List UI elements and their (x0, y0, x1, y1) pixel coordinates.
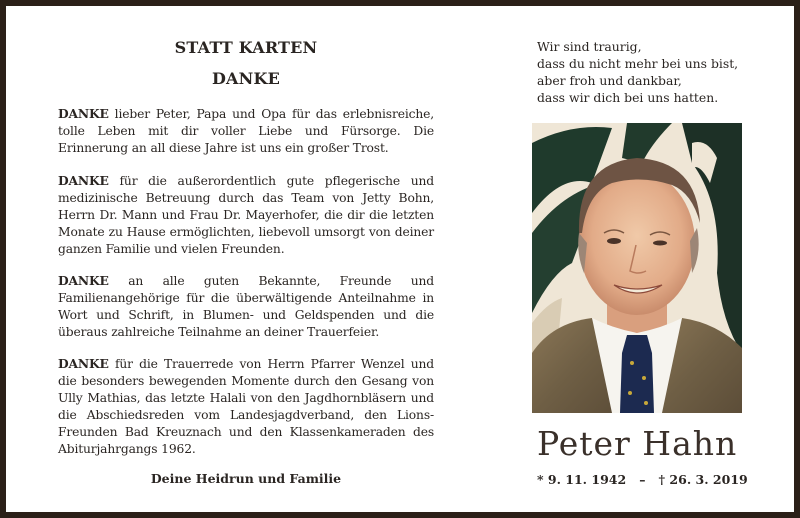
paragraph-lead: DANKE (58, 173, 109, 188)
obituary-card (6, 6, 794, 512)
thanks-paragraph (58, 172, 434, 258)
memorial-column (529, 6, 794, 512)
portrait-photo (532, 123, 742, 413)
poem-line: dass du nicht mehr bei uns bist, (537, 56, 739, 71)
heading-statt-karten: STATT KARTEN (174, 38, 318, 57)
poem (537, 38, 787, 106)
deceased-name: Peter Hahn (537, 424, 738, 463)
thanks-paragraph (58, 272, 434, 341)
portrait-illustration (532, 123, 742, 413)
paragraph-text: für die Trauerrede von Herrn Pfarrer Wenzel und die besonders bewegenden Momente durch den Gesang von Ully Mathias, das letzte Halali von den Jagdhornbläsern und die Abschiedsreden vom Landesjagdverband, den Lions-Freunden Bad Kreuznach und den Klassenkameraden des Abiturjahrgangs 1962. (58, 357, 434, 456)
paragraph-text: für die außerordentlich gute pflegerische und medizinische Betreuung durch das Team von Jetty Bohn, Herrn Dr. Mann und Frau Dr. Mayerhofer, die dir die letzten Monate zu Hause ermöglichten, liebevoll umsorgt von deiner ganzen Familie und vielen Freunden. (58, 174, 434, 256)
thank-you-column (58, 6, 434, 512)
paragraph-text: lieber Peter, Papa und Opa für das erlebnisreiche, tolle Leben mit dir voller Liebe und Fürsorge. Die Erinnerung an all diese Jahre ist uns ein großer Trost. (58, 107, 434, 155)
paragraph-lead: DANKE (58, 106, 109, 121)
paragraph-lead: DANKE (58, 356, 109, 371)
thanks-paragraph (58, 105, 434, 157)
signature: Deine Heidrun und Familie (150, 471, 342, 486)
paragraph-lead: DANKE (58, 273, 109, 288)
paragraph-text: an alle guten Bekannte, Freunde und Familienangehörige für die überwältigende Anteilnahme in Wort und Schrift, in Blumen- und Geldspenden und die überaus zahlreiche Teilnahme an deiner Trauerfeier. (58, 274, 434, 339)
poem-line: dass wir dich bei uns hatten. (537, 90, 719, 105)
heading-danke: DANKE (211, 69, 280, 88)
poem-line: Wir sind traurig, (537, 39, 642, 54)
thanks-paragraph (58, 355, 434, 458)
poem-line: aber froh und dankbar, (537, 73, 682, 88)
life-dates: * 9. 11. 1942 – † 26. 3. 2019 (537, 472, 748, 487)
